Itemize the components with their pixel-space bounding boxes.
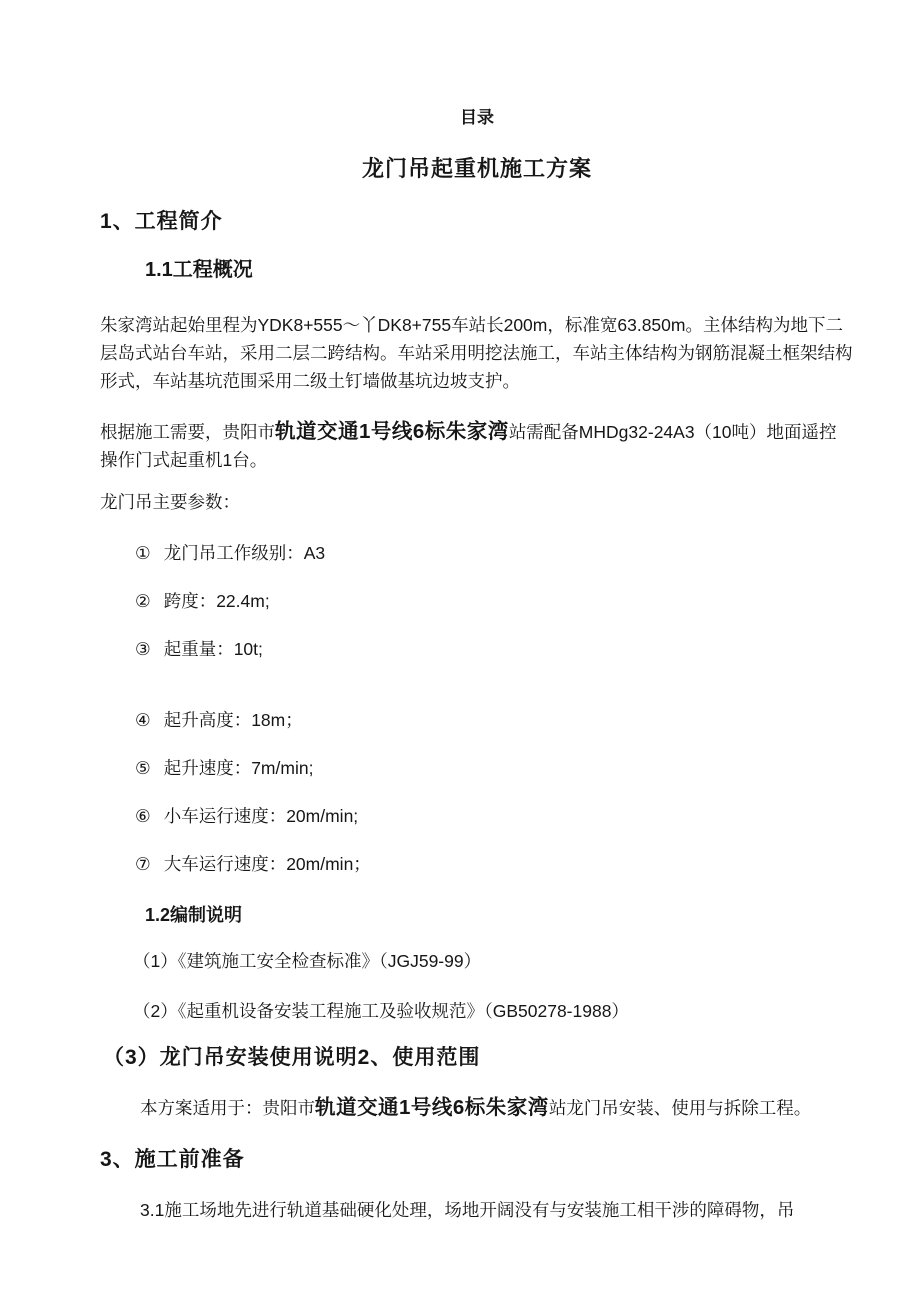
paragraph-scope: [140, 1096, 854, 1120]
circled-number-1: ①: [135, 543, 151, 563]
param-text-lift-speed: 起升速度：7m/min;: [163, 758, 314, 778]
circled-number-5: ⑤: [135, 758, 151, 778]
reference-item-2: （2）《起重机设备安装工程施工及验收规范》（GB50278-1988）: [133, 1001, 629, 1021]
project-name-emphasis: 轨道交通1号线6标朱家湾: [275, 420, 509, 443]
paragraph-equipment-requirement-post: 站需配备MHDg32-24A3（10吨）地面遥控操作门式起重机1台。: [100, 422, 837, 470]
heading-project-intro: 1、工程简介: [100, 210, 223, 233]
heading-project-overview: 1.1工程概况: [145, 259, 253, 281]
heading-usage-scope: （3）龙门吊安装使用说明2、使用范围: [103, 1046, 481, 1069]
project-name-emphasis-2: 轨道交通1号线6标朱家湾: [315, 1096, 549, 1119]
paragraph-equipment-requirement: [100, 418, 854, 474]
param-item-gantry-speed: [135, 854, 854, 874]
params-label: 龙门吊主要参数：: [100, 492, 240, 512]
param-item-capacity: [135, 639, 854, 659]
paragraph-project-overview: 朱家湾站起始里程为YDK8+555～丫DK8+755车站长200m，标准宽63.850m。主体结构为地下二层岛式站台车站，采用二层二跨结构。车站采用明挖法施工，车站主体结构为钢筋混凝土框架结构形式，车站基坑范围采用二级土钉墙做基坑边坡支护。: [100, 315, 853, 391]
paragraph-site-preparation: 3.1施工场地先进行轨道基础硬化处理，场地开阔没有与安装施工相干涉的障碍物，吊: [140, 1200, 795, 1220]
document-title: 龙门吊起重机施工方案: [361, 156, 592, 181]
param-list: [100, 543, 854, 874]
param-item-trolley-speed: [135, 806, 854, 826]
paragraph-equipment-requirement-pre: 根据施工需要，贵阳市: [100, 422, 275, 442]
param-item-lift-height: [135, 710, 854, 730]
circled-number-4: ④: [135, 710, 151, 730]
paragraph-scope-pre: 本方案适用于：贵阳市: [140, 1098, 315, 1118]
circled-number-3: ③: [135, 639, 151, 659]
toc-heading: 目录: [460, 108, 494, 127]
param-item-span: [135, 591, 854, 611]
reference-item-1: （1）《建筑施工安全检查标准》（JGJ59-99）: [133, 951, 482, 971]
param-text-span: 跨度：22.4m;: [163, 591, 270, 611]
param-item-lift-speed: [135, 758, 854, 778]
param-item-work-class: [135, 543, 854, 563]
circled-number-7: ⑦: [135, 854, 151, 874]
paragraph-scope-post: 站龙门吊安装、使用与拆除工程。: [548, 1098, 812, 1118]
heading-pre-construction: 3、施工前准备: [100, 1148, 245, 1171]
heading-compilation-notes: 1.2编制说明: [145, 905, 243, 925]
param-text-lift-height: 起升高度：18m；: [163, 710, 303, 730]
param-text-capacity: 起重量：10t;: [163, 639, 263, 659]
param-text-gantry-speed: 大车运行速度：20m/min；: [163, 854, 371, 874]
param-text-trolley-speed: 小车运行速度：20m/min;: [163, 806, 359, 826]
circled-number-6: ⑥: [135, 806, 151, 826]
circled-number-2: ②: [135, 591, 151, 611]
param-text-work-class: 龙门吊工作级别：A3: [163, 543, 326, 563]
